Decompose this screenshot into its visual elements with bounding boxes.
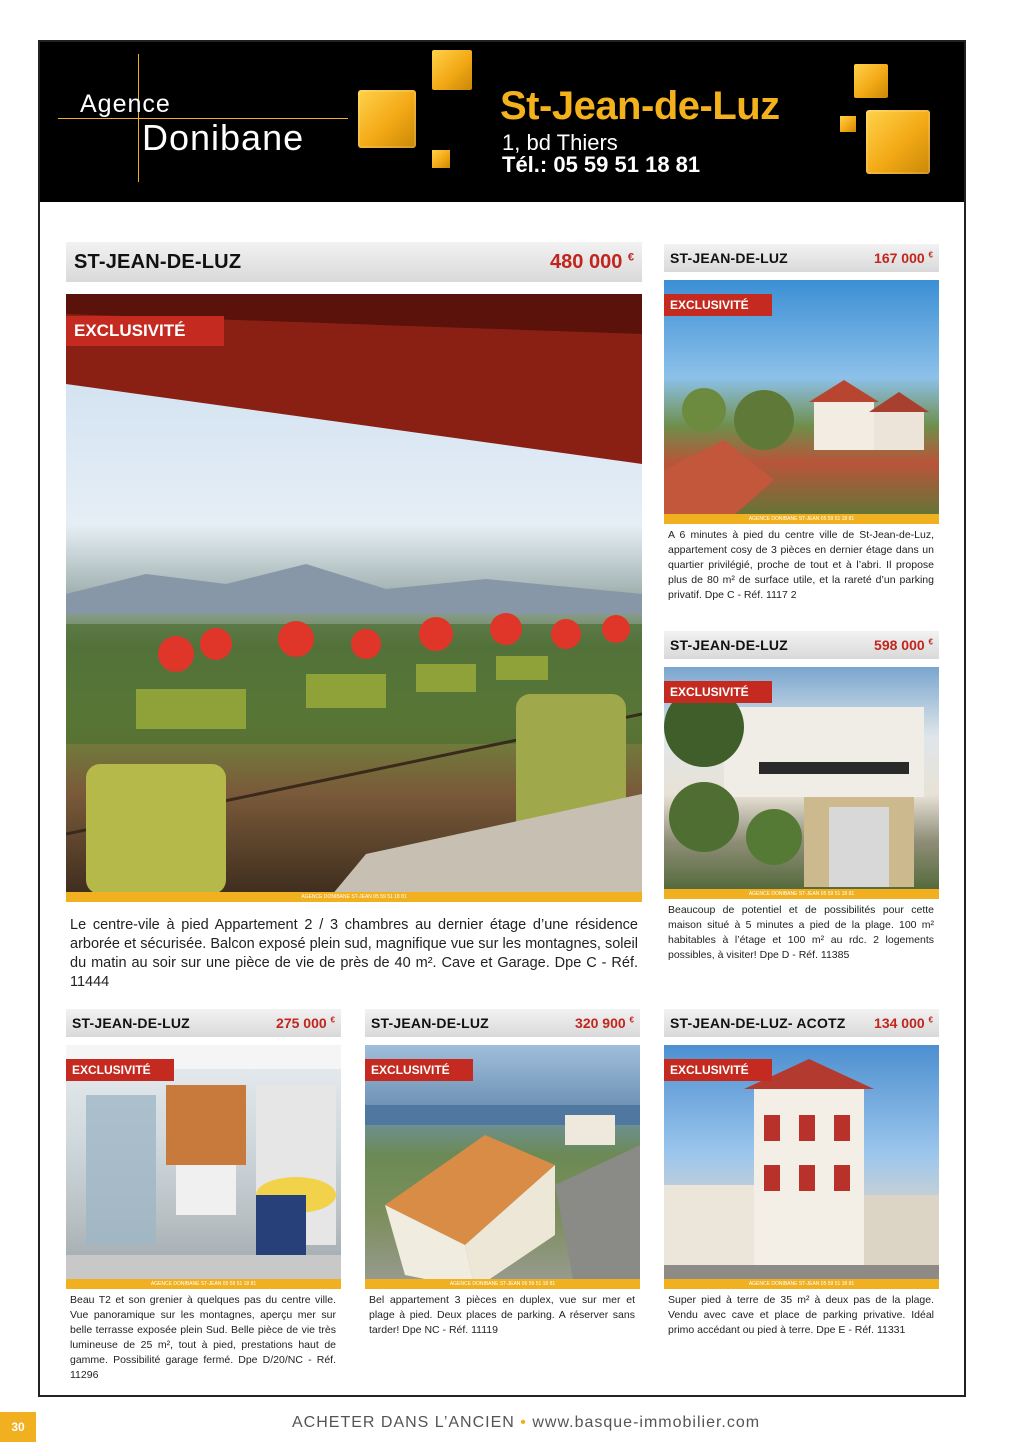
listing-price: 320 900 € [575, 1015, 634, 1031]
footer-tagline [292, 1414, 760, 1432]
exclusivite-badge: EXCLUSIVITÉ [664, 681, 772, 703]
villa-illustration [664, 1045, 939, 1289]
listing-title: ST-JEAN-DE-LUZ [371, 1015, 489, 1031]
aerial-illustration [365, 1045, 640, 1289]
listing-price: 134 000 € [874, 1015, 933, 1031]
exclusivite-badge: EXCLUSIVITÉ [66, 316, 224, 346]
listing-photo-house[interactable] [664, 667, 939, 899]
listing-title: ST-JEAN-DE-LUZ [670, 250, 788, 266]
logo-agence-text: Agence [80, 90, 171, 118]
deco-square-right-tiny [840, 116, 856, 132]
listing-photo-terrace[interactable] [66, 1045, 341, 1289]
deco-square-right-large [866, 110, 930, 174]
listing-photo-village[interactable] [664, 280, 939, 524]
listing-card-2[interactable] [664, 631, 939, 981]
agency-address: 1, bd Thiers [502, 130, 618, 155]
listing-title: ST-JEAN-DE-LUZ [670, 637, 788, 653]
listing-title-bar [66, 242, 642, 282]
listing-description: Super pied à terre de 35 m² à deux pas de la plage. Vendu avec cave et place de parking privative. Idéal primo accédant ou pied à terre. Dpe E - Réf. 11331 [668, 1294, 934, 1336]
agency-header [40, 42, 964, 202]
listing-title-bar [66, 1009, 341, 1037]
listing-title: ST-JEAN-DE-LUZ- ACOTZ [670, 1015, 846, 1031]
listing-description: Beau T2 et son grenier à quelques pas du centre ville. Vue panoramique sur les montagnes, aperçu mer sur belle terrasse exposée plein Sud. Belle pièce de vie très lumineuse de 25 m², tout à pied, prestations haut de gamme. Possibilité garage fermé. Dpe D/20/NC - Réf. 11296 [70, 1294, 336, 1381]
photo-credit: AGENCE DONIBANE ST-JEAN 05 59 51 18 81 [365, 1279, 640, 1289]
exclusivite-badge: EXCLUSIVITÉ [365, 1059, 473, 1081]
footer-text: ACHETER DANS L’ANCIEN [292, 1414, 515, 1431]
village-illustration [664, 280, 939, 524]
photo-credit: AGENCE DONIBANE ST-JEAN 05 59 51 18 81 [664, 889, 939, 899]
listing-title-bar [664, 1009, 939, 1037]
listing-description: Bel appartement 3 pièces en duplex, vue sur mer et plage à pied. Deux places de parking. A réserver sans tarder! Dpe NC - Réf. 11119 [369, 1294, 635, 1336]
listing-title-bar [365, 1009, 640, 1037]
exclusivite-badge: EXCLUSIVITÉ [66, 1059, 174, 1081]
listing-photo-villa[interactable] [664, 1045, 939, 1289]
terrace-illustration [66, 1045, 341, 1289]
listing-card-5[interactable] [664, 1009, 939, 1359]
listing-photo-aerial[interactable] [365, 1045, 640, 1289]
listing-title: ST-JEAN-DE-LUZ [74, 250, 242, 273]
photo-credit: AGENCE DONIBANE ST-JEAN 05 59 51 18 81 [664, 1279, 939, 1289]
listing-price: 480 000 € [550, 250, 634, 273]
listing-card-1[interactable] [664, 244, 939, 614]
listing-title-bar [664, 631, 939, 659]
logo-square-large [358, 90, 416, 148]
exclusivite-badge: EXCLUSIVITÉ [664, 1059, 772, 1081]
photo-credit: AGENCE DONIBANE ST-JEAN 05 59 51 18 81 [66, 1279, 341, 1289]
photo-credit: AGENCE DONIBANE ST-JEAN 05 59 51 18 81 [664, 514, 939, 524]
page-number: 30 [0, 1412, 36, 1442]
listing-description: Le centre-vile à pied Appartement 2 / 3 chambres au dernier étage d’une résidence arborée et sécurisée. Balcon exposé plein sud, magnifique vue sur les montagnes, soleil du matin au soir sur une pièce de vie de près de 40 m². Cave et Garage. Dpe C - Réf. 11444 [70, 917, 638, 990]
footer-separator: • [520, 1414, 527, 1431]
listing-price: 598 000 € [874, 637, 933, 653]
listing-photo-balcony[interactable] [66, 294, 642, 902]
listing-description: A 6 minutes à pied du centre ville de St-Jean-de-Luz, appartement cosy de 3 pièces en dernier étage dans un quartier privilégié, proche de tout et à l’abri. Il propose plus de 80 m² de surface utile, et la rareté d’un parking privatif. Dpe C - Réf. 1117 2 [668, 529, 934, 601]
listing-main[interactable] [66, 242, 642, 990]
listing-title: ST-JEAN-DE-LUZ [72, 1015, 190, 1031]
exclusivite-badge: EXCLUSIVITÉ [664, 294, 772, 316]
logo-donibane-text: Donibane [142, 117, 305, 158]
listing-price: 275 000 € [276, 1015, 335, 1031]
listing-card-3[interactable] [66, 1009, 341, 1389]
listing-price: 167 000 € [874, 250, 933, 266]
listing-title-bar [664, 244, 939, 272]
deco-square-right-small [854, 64, 888, 98]
logo-square-small [432, 50, 472, 90]
photo-credit: AGENCE DONIBANE ST-JEAN 05 59 51 18 81 [66, 892, 642, 902]
listing-description: Beaucoup de potentiel et de possibilités pour cette maison situé à 5 minutes a pied de la plage. 100 m² habitables à l’étage et 100 m² au rdc. 2 logements possibles, à visiter! Dpe D - Réf. 11385 [668, 904, 934, 961]
agency-phone: Tél.: 05 59 51 18 81 [502, 152, 701, 177]
logo-square-tiny [432, 150, 450, 168]
footer-url-link[interactable]: www.basque-immobilier.com [532, 1414, 761, 1431]
agency-city: St-Jean-de-Luz [500, 84, 780, 128]
listing-card-4[interactable] [365, 1009, 640, 1349]
balcony-illustration [66, 294, 642, 902]
